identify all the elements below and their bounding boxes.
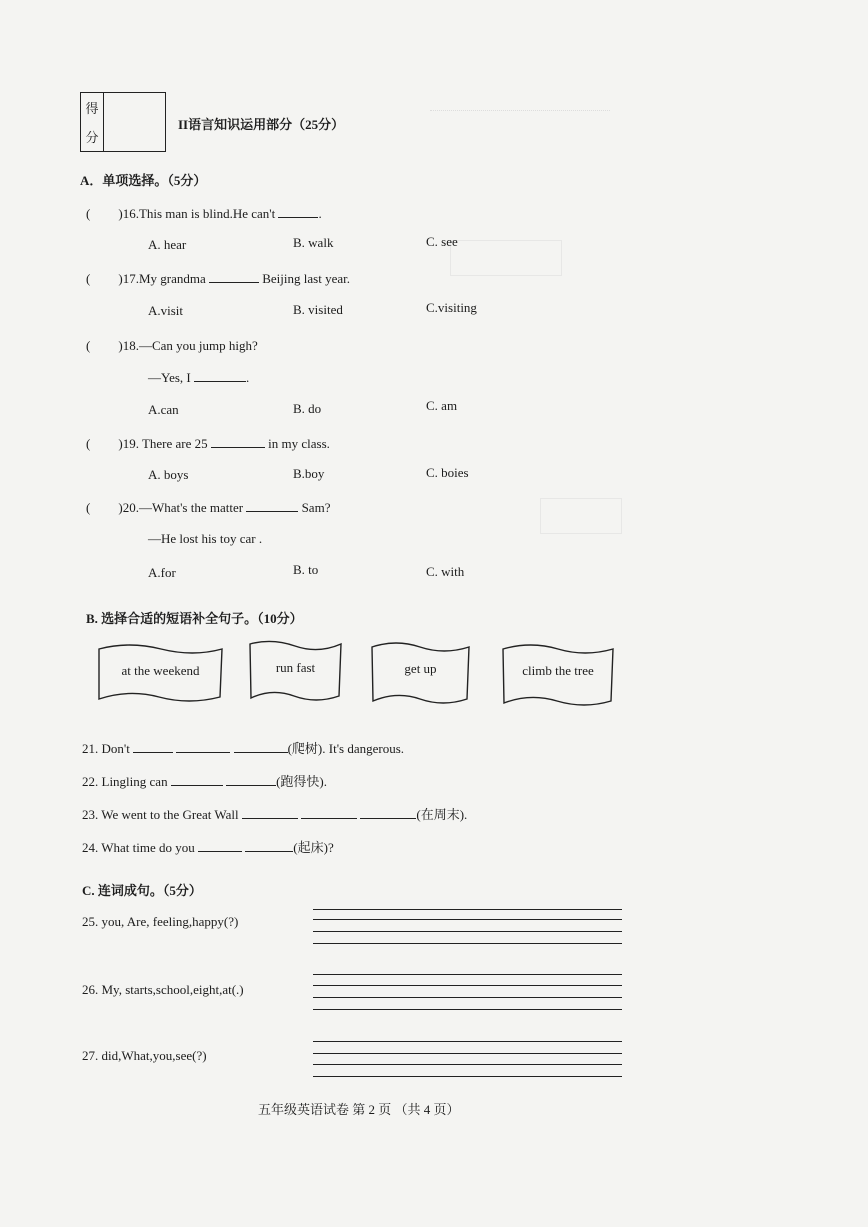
writing-line[interactable]	[313, 919, 622, 920]
question-19: ( )19. There are 25 in my class.	[86, 436, 330, 451]
score-label-top: 得	[85, 101, 99, 116]
option-c: C. with	[426, 564, 465, 579]
phrase-label: climb the tree	[522, 663, 594, 678]
part-b-title: B. 选择合适的短语补全句子。（10分）	[86, 611, 303, 626]
option-c: C.visiting	[426, 300, 477, 315]
option-a: A. boys	[148, 467, 189, 482]
answer-blank[interactable]	[278, 205, 318, 218]
writing-line[interactable]	[313, 974, 622, 975]
answer-blank[interactable]	[360, 806, 416, 819]
question-20-response: —He lost his toy car .	[148, 531, 263, 546]
writing-line[interactable]	[313, 1009, 622, 1010]
option-a: A.can	[148, 402, 179, 417]
part-c-title: C. 连词成句。（5分）	[82, 883, 202, 898]
part-a-title: A．单项选择。（5分）	[80, 173, 207, 188]
chinese-hint: (跑得快).	[276, 774, 327, 789]
option-a: A. hear	[148, 237, 187, 252]
question-stem: 17.My grandma	[122, 271, 206, 286]
chinese-hint: (爬树). It's dangerous.	[287, 741, 405, 756]
phrase-card-at-the-weekend	[97, 643, 224, 699]
answer-blank[interactable]	[194, 369, 246, 382]
chinese-hint: (起床)?	[293, 840, 334, 855]
writing-line[interactable]	[313, 985, 622, 986]
writing-line[interactable]	[313, 943, 622, 944]
answer-paren[interactable]: (	[86, 338, 91, 353]
option-b: B. to	[293, 562, 319, 577]
score-label-bottom: 分	[85, 130, 99, 145]
answer-blank[interactable]	[242, 806, 298, 819]
sentence-23: 23. We went to the Great Wall (在周末).	[82, 807, 468, 822]
answer-paren[interactable]: (	[86, 206, 91, 221]
score-label	[81, 93, 104, 151]
phrase-card-run-fast	[248, 640, 343, 696]
section-title: II语言知识运用部分（25分）	[178, 117, 345, 132]
sentence-22: 22. Lingling can (跑得快).	[82, 774, 327, 789]
bleed-through-mark	[450, 240, 562, 276]
answer-blank[interactable]	[301, 806, 357, 819]
phrase-card-climb-the-tree	[501, 643, 615, 699]
sentence-21: 21. Don't (爬树). It's dangerous.	[82, 741, 405, 756]
question-16: ( )16.This man is blind.He can't .	[86, 206, 322, 221]
question-20: ( )20.—What's the matter Sam?	[86, 500, 331, 515]
writing-line[interactable]	[313, 1041, 622, 1042]
option-c: C. boies	[426, 465, 469, 480]
writing-line[interactable]	[313, 1064, 622, 1065]
answer-paren[interactable]: (	[86, 271, 91, 286]
answer-blank[interactable]	[171, 773, 223, 786]
answer-blank[interactable]	[226, 773, 276, 786]
question-18-response: —Yes, I .	[148, 370, 250, 385]
writing-line[interactable]	[313, 1076, 622, 1077]
option-a: A.for	[148, 565, 176, 580]
answer-blank[interactable]	[209, 270, 259, 283]
option-c: C. am	[426, 398, 458, 413]
sentence-24: 24. What time do you (起床)?	[82, 840, 334, 855]
answer-blank[interactable]	[245, 839, 293, 852]
option-b: B.boy	[293, 466, 325, 481]
answer-paren[interactable]: (	[86, 436, 91, 451]
writing-line[interactable]	[313, 931, 622, 932]
writing-line[interactable]	[313, 997, 622, 998]
writing-line[interactable]	[313, 1053, 622, 1054]
question-stem: 16.This man is blind.He can't	[122, 206, 276, 221]
phrase-label: run fast	[275, 660, 316, 675]
question-17: ( )17.My grandma Beijing last year.	[86, 271, 350, 286]
answer-blank[interactable]	[176, 740, 230, 753]
reorder-item-27: 27. did,What,you,see(?)	[82, 1048, 207, 1063]
phrase-card-get-up	[370, 641, 471, 697]
answer-blank[interactable]	[211, 435, 265, 448]
answer-blank[interactable]	[246, 499, 298, 512]
question-stem: 18.—Can you jump high?	[122, 338, 258, 353]
question-18: ( )18.—Can you jump high?	[86, 338, 258, 353]
phrase-label: at the weekend	[121, 663, 200, 678]
answer-blank[interactable]	[234, 740, 288, 753]
writing-line[interactable]	[313, 909, 622, 910]
option-b: B. visited	[293, 302, 343, 317]
reorder-item-26: 26. My, starts,school,eight,at(.)	[82, 982, 244, 997]
page-footer: 五年级英语试卷 第 2 页 （共 4 页）	[258, 1102, 460, 1117]
phrase-label: get up	[404, 661, 437, 676]
option-c: C. see	[426, 234, 458, 249]
option-b: B. walk	[293, 235, 334, 250]
bleed-through-mark	[430, 80, 610, 111]
reorder-item-25: 25. you, Are, feeling,happy(?)	[82, 914, 239, 929]
bleed-through-mark	[540, 498, 622, 534]
answer-blank[interactable]	[198, 839, 242, 852]
score-entry-cell[interactable]	[104, 93, 165, 151]
question-stem: 20.—What's the matter	[122, 500, 244, 515]
score-box	[80, 92, 166, 152]
answer-paren[interactable]: (	[86, 500, 91, 515]
answer-blank[interactable]	[133, 740, 173, 753]
option-a: A.visit	[148, 303, 184, 318]
question-stem: 19. There are 25	[122, 436, 208, 451]
option-b: B. do	[293, 401, 322, 416]
chinese-hint: (在周末).	[416, 807, 468, 822]
